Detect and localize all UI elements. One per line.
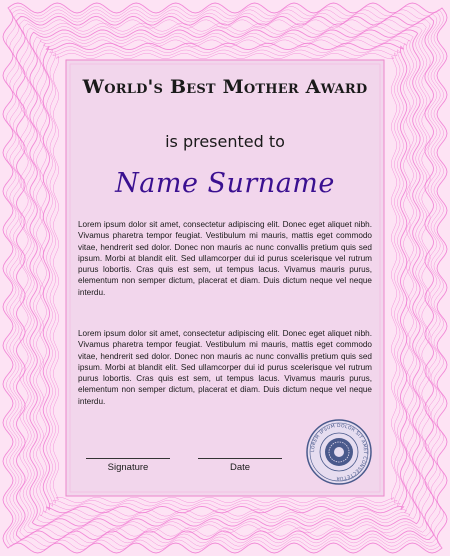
seal-icon: [305, 418, 373, 486]
body-paragraph-2: Lorem ipsum dolor sit amet, consectetur adipiscing elit. Donec eget aliquet nibh. Vivamus pharetra tempor feugiat. Vestibulum mi mauris, mattis eget commodo vitae, hendrerit sed dolor. Donec non mauris ac nunc convallis pretium quis sed ipsum. Morbi at blandit elit. Sed ullamcorper dui id purus scelerisque vel rutrum purus lobortis. Cras quis est sem, ut tempus lacus. Vivamus mauris purus, elementum non semper dictum, placerat et diam. Duis dictum neque vel neque interdu.: [78, 329, 372, 406]
recipient-name: Name Surname: [115, 168, 335, 199]
signature-label: Signature: [107, 462, 149, 473]
seal-text: LOREM IPSUM DOLOR SIT AMET CONSECTETUR: [310, 423, 368, 481]
award-title: World's Best Mother Award: [82, 76, 368, 98]
signature-line: [86, 458, 170, 459]
presented-text: is presented to: [165, 132, 285, 151]
date-label: Date: [229, 462, 251, 473]
certificate-content: [68, 62, 382, 492]
date-line: [198, 458, 282, 459]
body-paragraph-1: Lorem ipsum dolor sit amet, consectetur adipiscing elit. Donec eget aliquet nibh. Vivamus pharetra tempor feugiat. Vestibulum mi mauris, mattis eget commodo vitae, hendrerit sed dolor. Donec non mauris ac nunc convallis pretium quis sed ipsum. Morbi at blandit elit. Sed ullamcorper dui id purus scelerisque vel rutrum purus lobortis. Cras quis est sem, ut tempus lacus. Vivamus mauris purus, elementum non semper dictum, placerat et diam. Duis dictum neque vel neque interdu.: [78, 220, 372, 297]
